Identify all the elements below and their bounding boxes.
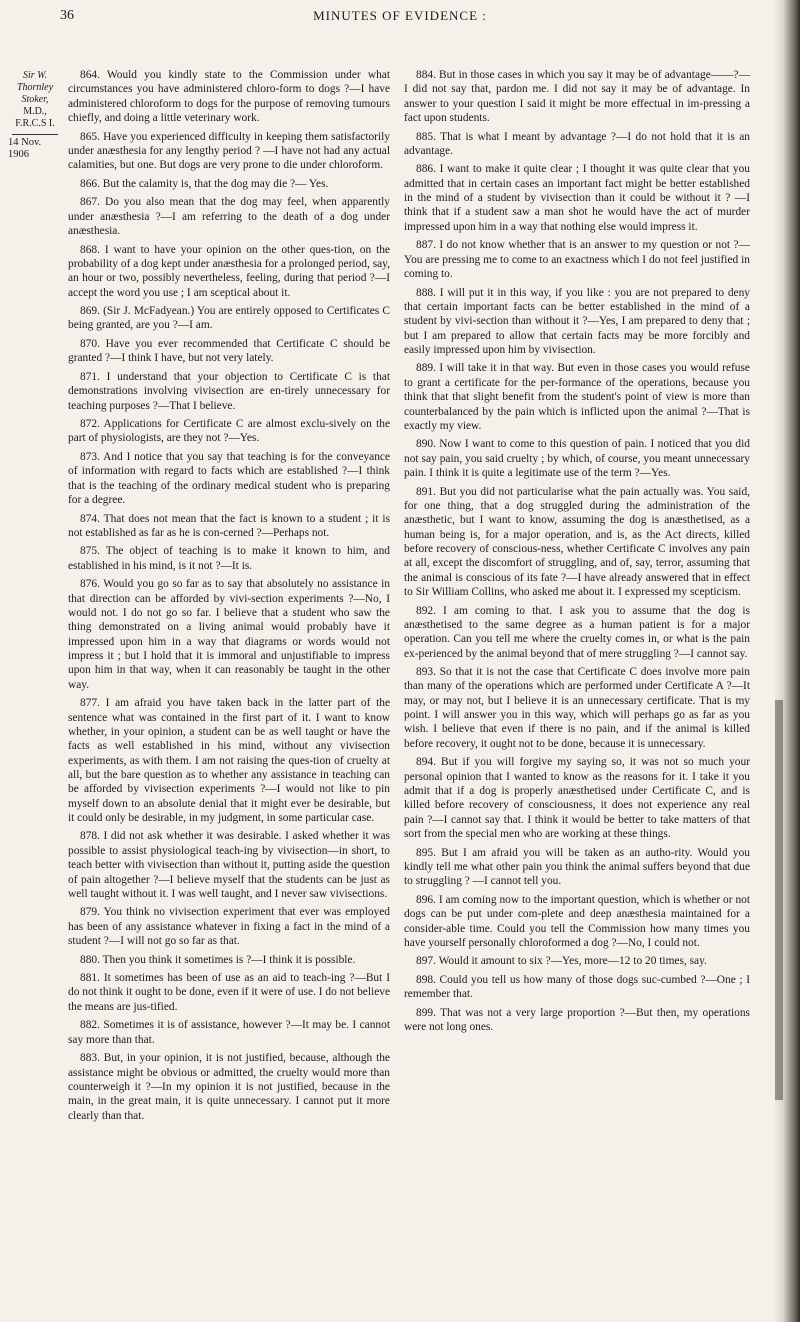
question-paragraph: 870. Have you ever recommended that Certificate C should be granted ?—I think I have, but not very lately. — [68, 337, 390, 365]
question-paragraph: 893. So that it is not the case that Certificate C does involve more pain than many of the operations which are performed under Certificate A ?—It may, or may not, but I believe it is an unnecessary certificate. That is my point. I will answer you in this way, which will perhaps go as far as you wish. I believe that even if there is no pain, and if the animal is killed before recovery, it ought not to be done, because it is unnecessary. — [404, 666, 750, 750]
question-paragraph: 897. Would it amount to six ?—Yes, more—12 to 20 times, say. — [416, 955, 707, 968]
question-paragraph: 899. That was not a very large proportion ?—But then, my operations were not long ones. — [404, 1006, 750, 1034]
question-paragraph: 880. Then you think it sometimes is ?—I think it is possible. — [80, 953, 356, 966]
question-paragraph: 892. I am coming to that. I ask you to assume that the dog is anæsthetised to the same degree as a human patient is for a major operation. Can you tell me where the cruelty comes in, or what is the pain ex-perienced by the animal beyond that of mere struggling ?—I cannot say. — [404, 604, 750, 660]
margin-date: 14 Nov. 1906 — [8, 137, 42, 160]
question-paragraph: 872. Applications for Certificate C are almost exclu-sively on the part of physiologists, are they not ?—Yes. — [68, 418, 390, 445]
question-paragraph: 890. Now I want to come to this question of pain. I noticed that you did not say pain, you said cruelty ; by which, of course, you meant unnecessary pain. I think it is quite a legitimate use of the term ?—Yes. — [404, 438, 750, 480]
question-paragraph: 864. Would you kindly state to the Commission under what circumstances you have administered chloro-form to dogs ?—I have administered chloroform to dogs for the purpose of removing tumours chiefly, and doing a little veterinary work. — [68, 69, 390, 125]
question-paragraph: 898. Could you tell us how many of those dogs suc-cumbed ?—One ; I remember that. — [404, 973, 750, 1001]
left-column — [68, 68, 390, 1127]
question-paragraph: 873. And I notice that you say that teaching is for the conveyance of information with regard to facts which are established ?—I think that is the teaching of the ordinary medical student who is preparing for a degree. — [68, 450, 390, 506]
margin-note — [6, 70, 64, 161]
question-paragraph: 867. Do you also mean that the dog may feel, when apparently under anæsthesia ?—I am referring to the death of a dog under anæsthesia. — [68, 196, 390, 237]
scan-edge — [774, 0, 800, 1322]
question-paragraph: 869. (Sir J. McFadyean.) You are entirely opposed to Certificates C being granted, are you ?—I am. — [68, 305, 390, 332]
question-paragraph: 881. It sometimes has been of use as an aid to teach-ing ?—But I do not think it ought to be done, even if it were of use. I do not believe the means are jus-tified. — [68, 972, 390, 1013]
question-paragraph: 875. The object of teaching is to make it known to him, and established in his mind, is it not ?—It is. — [68, 545, 390, 572]
question-paragraph: 895. But I am afraid you will be taken as an autho-rity. Would you kindly tell me what other pain you think the animal suffers beyond that due to struggling ? —I cannot tell you. — [404, 846, 750, 888]
question-paragraph: 868. I want to have your opinion on the other ques-tion, on the probability of a dog kept under anæsthesia for a prolonged period, say, an hour or two, possibly nevertheless, feeling, during that period ?—I accept the word you use ; I am sceptical about it. — [68, 243, 390, 299]
question-paragraph: 886. I want to make it quite clear ; I thought it was quite clear that you admitted that in certain cases an important fact might be better established in the mind of a student by vivisection than it could be without it ? —I think that if a student saw a man shot he would have the act of murder impressed upon him in a way that nothing else would impress it. — [404, 163, 750, 233]
scan-smudge — [775, 700, 783, 1100]
question-paragraph: 894. But if you will forgive my saying so, it was not so much your personal opinion that I wanted to know as the reasons for it. I take it you admit that if a dog is properly anæsthetised under Certificate C, and is killed before recovery of consciousness, it does not experience any real pain ?—I cannot say that. I think it would be better to take matters of that sort from the special men who are working at these things. — [404, 756, 750, 841]
witness-line: Thornley — [16, 82, 54, 93]
question-paragraph: 887. I do not know whether that is an answer to my question or not ?—You are pressing me to come to an exactness which I do not feel justified in coming to. — [404, 239, 750, 281]
question-paragraph: 882. Sometimes it is of assistance, however ?—It may be. I cannot say more than that. — [68, 1019, 390, 1046]
witness-line: F.R.C.S I. — [15, 118, 55, 129]
right-column — [404, 68, 750, 1039]
witness-line: M.D., — [23, 106, 47, 117]
question-paragraph: 866. But the calamity is, that the dog may die ?— Yes. — [80, 177, 329, 190]
question-paragraph: 879. You think no vivisection experiment that ever was employed has been of any assistance whatever in fixing a fact in the mind of a student ?—I will not go so far as that. — [68, 906, 390, 948]
question-paragraph: 896. I am coming now to the important question, which is whether or not dogs can be put under com-plete and deep anæsthesia maintained for a consider-able time. Could you tell the Commission how many times you have yourself personally chloroformed a dog ?—No, I could not. — [404, 893, 750, 949]
question-paragraph: 865. Have you experienced difficulty in keeping them satisfactorily under anæsthesia for any lengthy period ? —I have not had any actual calamities, but one. But dogs are very prone to die under chloroform. — [68, 130, 390, 172]
question-paragraph: 884. But in those cases in which you say it may be of advantage——?—I did not say that, pardon me. I did not say it may be of advantage. In answer to your question I said it might be more effectual in im-pressing a fact upon students. — [404, 69, 750, 125]
question-paragraph: 885. That is what I meant by advantage ?—I do not hold that it is an advantage. — [404, 130, 750, 157]
running-title: MINUTES OF EVIDENCE : — [313, 8, 487, 23]
margin-rule — [12, 134, 58, 135]
question-paragraph: 889. I will take it in that way. But even in those cases you would refuse to grant a certificate for the per-formance of the operations, because you think that that slight benefit from the student's point of view is more than counterbalanced by the pain which is inflicted upon the animal ?—That is exactly my view. — [404, 362, 750, 432]
question-paragraph: 891. But you did not particularise what the pain actually was. You said, for one thing, that a dog struggled during the administration of the anæsthetic, but I want to know, assuming the dog is anæsthetised, as a human being is, for a major operation, and is, as the Act directs, killed before recovery of conscious-ness, whether Certificate C involves any pain at all, except the discomfort of struggling, and of, say, terror, assuming that the animal is conscious of its fate ?—I have already answered that in effect to Sir William Collins, who asked me about it. I expressed my scepticism. — [404, 485, 750, 598]
question-paragraph: 877. I am afraid you have taken back in the latter part of the sentence what was contained in the first part of it. I want to know whether, in your opinion, a student can be as well taught or have the facts as well established in his mind, without any vivisection experiments, as with them. I am not raising the ques-tion of cruelty at all, but the bare question as to whether any assistance in teaching can be afforded by vivisection experiments ?—I would not like to pin myself down to an absolute denial that it might ever be desirable, but it could only be desirable, in my judgment, in some particular case. — [68, 697, 390, 824]
question-paragraph: 871. I understand that your objection to Certificate C is that demonstrations involving vivisection are en-tirely unnecessary for teaching purposes ?—That I believe. — [68, 370, 390, 412]
question-paragraph: 878. I did not ask whether it was desirable. I asked whether it was possible to assist physiological teach-ing by vivisection—in short, to teach better with vivisection than without it, putting aside the question of pain altogether ?—I believe myself that the students can be just as well taught without it. I was well taught, and I never saw vivisections. — [68, 830, 390, 900]
page-number: 36 — [60, 8, 74, 23]
question-paragraph: 874. That does not mean that the fact is known to a student ; it is not established as far as he is con-cerned ?—Perhaps not. — [68, 512, 390, 539]
witness-line: Sir W. — [22, 70, 48, 81]
witness-line: Stoker, — [21, 94, 49, 105]
question-paragraph: 883. But, in your opinion, it is not justified, because, although the assistance might be obvious or admitted, the cruelty would more than counterweigh it ?—In my opinion it is not justified, because in the main, in the great main, it is quite unnecessary. I cannot put it more clearly than that. — [68, 1052, 390, 1122]
question-paragraph: 888. I will put it in this way, if you like : you are not prepared to deny that certain important facts can be better established in the mind of a student by vivi-section than without it ?—Yes, I am prepared to deny that ; but I am prepared to allow that certain facts may be more forcibly and easily impressed upon him by vivisection. — [404, 286, 750, 356]
question-paragraph: 876. Would you go so far as to say that absolutely no assistance in that direction can be afforded by vivi-section experiments ?—No, I would not. I do not go so far. I believe that a student who saw the thing demonstrated on a living animal would probably have it impressed upon him in a way that diagrams or words would not impress it ; but I hold that it is immoral and unjustifiable to impress upon him in that way, when it can reasonably be taught in the other way. — [68, 578, 390, 691]
